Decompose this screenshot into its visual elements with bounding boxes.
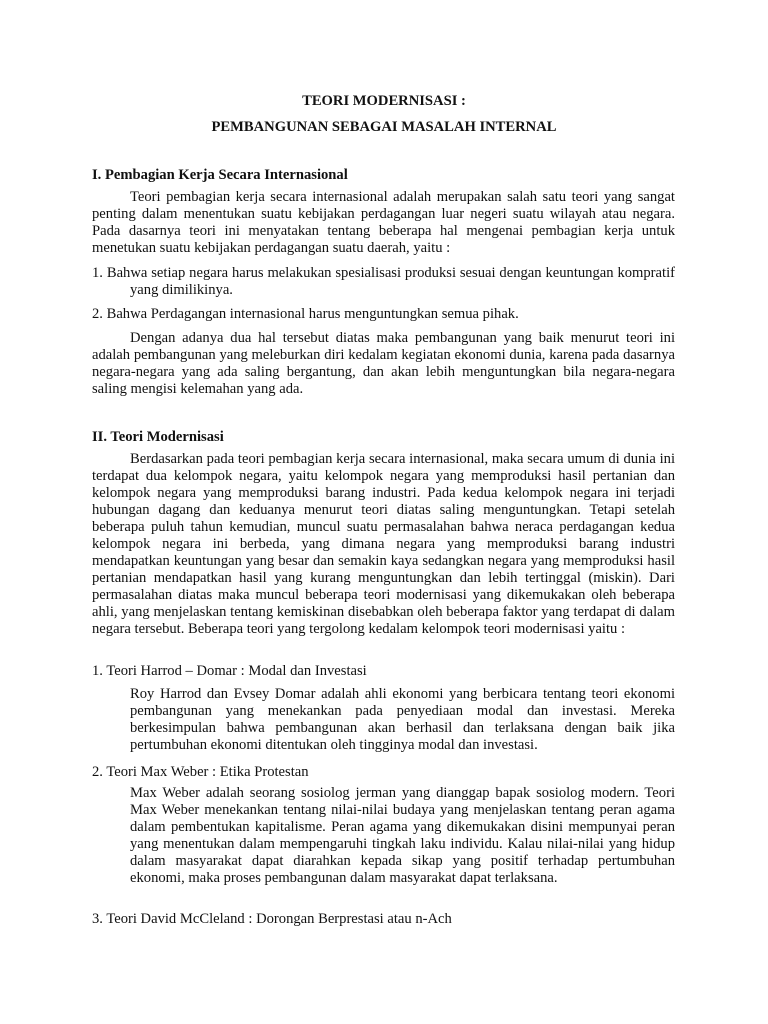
section1-closing-paragraph: Dengan adanya dua hal tersebut diatas maka pembangunan yang baik menurut teori ini adalah pembangunan yang meleburkan diri kedalam kegiatan ekonomi dunia, karena pada dasarnya negara-negara yang ada saling bergantung, dan akan lebih menguntungkan bila negara-negara saling mengisi kelemahan yang ada. (92, 330, 675, 397)
document-title-line1: TEORI MODERNISASI : (302, 93, 466, 109)
section2-intro-paragraph: Berdasarkan pada teori pembagian kerja secara internasional, maka secara umum di dunia ini terdapat dua kelompok negara, yaitu kelompok negara yang memproduksi hasil pertanian dan kelompok negara yang memproduksi barang industri. Pada kedua kelompok negara ini terjadi hubungan dagang dan keduanya menurut teori diatas saling menguntungkan. Tetapi setelah beberapa puluh tahun kemudian, muncul suatu permasalahan bahwa neraca perdagangan kedua kelompok negara ini berbeda, yang dimana negara yang memproduksi barang industri mendapatkan keuntungan yang besar dan semakin kaya sedangkan negara yang memproduksi hasil pertanian mendapatkan hasil yang kurang menguntungkan dan lebih tertinggal (miskin). Dari permasalahan diatas maka muncul beberapa teori modernisasi yang dikemukakan oleh beberapa ahli, yang menjelaskan tentang kemiskinan disebabkan oleh beberapa faktor yang terdapat di dalam negara tersebut. Beberapa teori yang tergolong kedalam kelompok teori modernisasi yaitu : (92, 451, 675, 637)
theory1-body: Roy Harrod dan Evsey Domar adalah ahli ekonomi yang berbicara tentang teori ekonomi pembangunan yang menekankan pada penyediaan modal dan investasi. Mereka berkesimpulan bahwa pembangunan akan berhasil dan terlaksana dengan baik jika pertumbuhan ekonomi ditentukan oleh tingginya modal dan investasi. (130, 686, 675, 753)
section1-list-item-2: 2. Bahwa Perdagangan internasional harus menguntungkan semua pihak. (92, 306, 519, 322)
section1-heading: I. Pembagian Kerja Secara Internasional (92, 167, 348, 183)
section1-list-item-1: 1. Bahwa setiap negara harus melakukan spesialisasi produksi sesuai dengan keuntungan kompratif yang dimilikinya. (92, 265, 675, 298)
theory2-title: 2. Teori Max Weber : Etika Protestan (92, 764, 309, 780)
theory3-title: 3. Teori David McCleland : Dorongan Berprestasi atau n-Ach (92, 911, 452, 927)
section2-heading: II. Teori Modernisasi (92, 429, 224, 445)
theory2-body: Max Weber adalah seorang sosiolog jerman yang dianggap bapak sosiolog modern. Teori Max Weber menekankan tentang nilai-nilai budaya yang menjelaskan tentang peran agama dalam pembentukan kapitalisme. Peran agama yang dikemukakan disini mempunyai peran yang menentukan dalam mempengaruhi tingkah laku individu. Kalau nilai-nilai yang hidup dalam masyarakat dapat diarahkan kepada sikap yang positif terhadap pertumbuhan ekonomi, maka proses pembangunan dalam masyarakat dapat terlaksana. (130, 785, 675, 886)
theory1-title: 1. Teori Harrod – Domar : Modal dan Investasi (92, 663, 367, 679)
document-title-line2: PEMBANGUNAN SEBAGAI MASALAH INTERNAL (211, 119, 557, 135)
section1-intro-paragraph: Teori pembagian kerja secara internasional adalah merupakan salah satu teori yang sangat penting dalam menentukan suatu kebijakan perdagangan luar negeri suatu wilayah atau negara. Pada dasarnya teori ini menyatakan tentang beberapa hal mengenai pembagian kerja untuk menetukan suatu kebijakan perdagangan suatu daerah, yaitu : (92, 189, 675, 256)
